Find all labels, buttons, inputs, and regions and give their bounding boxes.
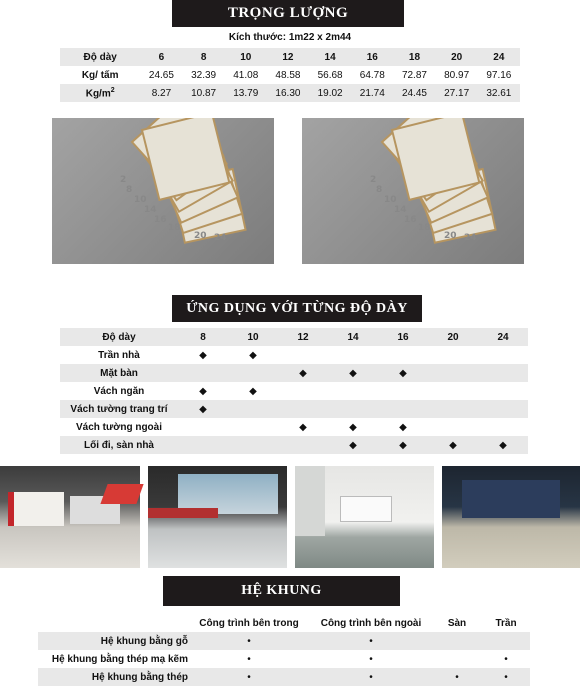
mark-cell: •	[188, 632, 310, 650]
table-row	[60, 418, 528, 436]
weight-title: TRỌNG LƯỢNG	[172, 0, 404, 27]
value-cell: 19.02	[309, 84, 351, 102]
value-cell: 10.87	[183, 84, 225, 102]
board-number: 14	[394, 205, 407, 215]
empty-cell	[328, 400, 378, 418]
weight-table	[60, 48, 520, 102]
empty-cell	[428, 418, 478, 436]
empty-cell	[432, 650, 482, 668]
empty-cell	[178, 418, 228, 436]
value-cell: 13.79	[225, 84, 267, 102]
board-number: 10	[134, 195, 147, 205]
thickness-cell: 18	[393, 48, 435, 66]
empty-cell	[478, 346, 528, 364]
value-cell: 64.78	[359, 69, 385, 81]
frame-column-header: Công trình bên ngoài	[320, 617, 422, 629]
thickness-cell: 10	[225, 48, 267, 66]
thickness-cell: 8	[178, 328, 228, 346]
empty-cell	[428, 382, 478, 400]
board-number: 18	[168, 223, 181, 233]
empty-cell	[178, 364, 228, 382]
value-cell: 48.58	[275, 69, 301, 81]
value-cell: 8.27	[140, 84, 182, 102]
mark-cell: ◆	[249, 385, 257, 397]
office-rail	[148, 508, 218, 518]
empty-cell	[228, 400, 278, 418]
board-number: 24	[464, 233, 477, 243]
mark-cell: ◆	[199, 349, 207, 361]
empty-cell	[428, 400, 478, 418]
thickness-cell: 14	[328, 328, 378, 346]
weight-header-label: Độ dày	[60, 48, 140, 66]
frame-title: HỆ KHUNG	[163, 576, 400, 606]
table-row	[60, 382, 528, 400]
mark-cell: ◆	[299, 421, 307, 433]
row-label: Vách tường trang trí	[60, 400, 178, 418]
table-row	[60, 400, 528, 418]
row-label: Kg/ tấm	[81, 69, 119, 81]
table-row	[60, 364, 528, 382]
auditorium-stage	[462, 480, 560, 518]
mark-cell: •	[247, 653, 251, 665]
mark-cell: ◆	[349, 421, 357, 433]
value-cell: 21.74	[351, 84, 393, 102]
frame-header-row	[38, 614, 530, 632]
interior-table	[340, 496, 392, 522]
value-cell: 41.08	[233, 69, 259, 81]
empty-cell	[228, 436, 278, 454]
thickness-cell: 16	[378, 328, 428, 346]
superscript: 2	[110, 86, 115, 94]
photo-auditorium	[442, 466, 580, 568]
empty-cell	[328, 346, 378, 364]
empty-cell	[478, 364, 528, 382]
value-cell: 80.97	[444, 69, 470, 81]
value-cell: 16.30	[267, 84, 309, 102]
size-subtitle: Kích thước: 1m22 x 2m44	[228, 32, 352, 43]
mark-cell: ◆	[328, 436, 378, 454]
mark-cell: ◆	[328, 364, 378, 382]
mark-cell: •	[482, 668, 530, 686]
value-cell: 24.65	[148, 69, 174, 81]
board-number: 8	[126, 185, 133, 195]
interior-wall	[295, 466, 325, 536]
thickness-cell: 14	[309, 48, 351, 66]
mark-cell: ◆	[278, 364, 328, 382]
row-label: Hệ khung bằng thép mạ kẽm	[51, 653, 188, 665]
value-cell: 32.39	[191, 69, 217, 81]
board-stack-illustration	[302, 118, 524, 264]
thickness-cell: 20	[436, 48, 478, 66]
mark-cell: ◆	[199, 385, 207, 397]
mark-cell: •	[432, 668, 482, 686]
mark-cell: ◆	[249, 349, 257, 361]
mark-cell: •	[310, 632, 432, 650]
thickness-cell: 20	[428, 328, 478, 346]
weight-header-row	[60, 48, 520, 66]
mark-cell: •	[188, 668, 310, 686]
mark-cell: ◆	[478, 436, 528, 454]
application-header-row	[60, 328, 528, 346]
showroom-wall	[8, 492, 64, 526]
row-label: Hệ khung bằng gỗ	[38, 632, 188, 650]
value-cell: 97.16	[486, 69, 512, 81]
empty-cell	[228, 418, 278, 436]
empty-cell	[378, 382, 428, 400]
thickness-cell: 16	[351, 48, 393, 66]
empty-cell	[478, 400, 528, 418]
frame-table	[38, 614, 530, 686]
mark-cell: •	[504, 653, 508, 665]
mark-cell: ◆	[399, 421, 407, 433]
empty-cell	[278, 400, 328, 418]
row-label: Mặt bàn	[60, 364, 178, 382]
photo-interior	[295, 466, 434, 568]
row-label: Hệ khung bằng thép	[38, 668, 188, 686]
empty-cell	[478, 382, 528, 400]
empty-cell	[482, 632, 530, 650]
thickness-cell: 10	[228, 328, 278, 346]
board-number: 10	[384, 195, 397, 205]
photo-office	[148, 466, 287, 568]
showroom-sign	[100, 484, 143, 504]
empty-cell	[228, 364, 278, 382]
empty-cell	[278, 346, 328, 364]
board-number: 2	[370, 175, 377, 185]
mark-cell: •	[310, 668, 432, 686]
row-label-text: Kg/m	[85, 88, 111, 100]
empty-cell	[328, 382, 378, 400]
row-label: Vách tường ngoài	[75, 421, 163, 433]
empty-cell	[278, 436, 328, 454]
empty-cell	[478, 418, 528, 436]
frame-header-empty	[38, 614, 188, 632]
board-number: 8	[376, 185, 383, 195]
table-row	[60, 346, 528, 364]
frame-rows	[38, 632, 530, 686]
row-label: Vách ngăn	[93, 385, 145, 397]
value-cell: 32.61	[478, 84, 520, 102]
empty-cell	[378, 346, 428, 364]
frame-column-header: Trần	[495, 617, 517, 629]
application-header-label: Độ dày	[60, 328, 178, 346]
board-stack-illustration	[52, 118, 274, 264]
thickness-cell: 24	[478, 48, 520, 66]
thickness-cell: 24	[478, 328, 528, 346]
value-cell: 27.17	[436, 84, 478, 102]
value-cell: 72.87	[401, 69, 427, 81]
thickness-cell: 8	[183, 48, 225, 66]
empty-cell	[428, 346, 478, 364]
mark-cell: ◆	[378, 436, 428, 454]
table-row	[60, 436, 528, 454]
mark-cell: ◆	[178, 400, 228, 418]
empty-cell	[178, 436, 228, 454]
table-row	[38, 632, 530, 650]
board-number: 2	[120, 175, 127, 185]
value-cell: 56.68	[317, 69, 343, 81]
board-number: 16	[404, 215, 417, 225]
photo-showroom	[0, 466, 140, 568]
empty-cell	[278, 382, 328, 400]
row-label: Trần nhà	[98, 349, 140, 361]
table-row	[38, 668, 530, 686]
empty-cell	[378, 400, 428, 418]
empty-cell	[428, 364, 478, 382]
weight-row-per-sheet	[60, 66, 520, 84]
board-number: 14	[144, 205, 157, 215]
weight-row-per-m2	[60, 84, 520, 102]
mark-cell: •	[369, 653, 373, 665]
frame-column-header: Công trình bên trong	[199, 617, 299, 629]
board-number: 16	[154, 215, 167, 225]
row-label	[60, 84, 140, 102]
value-cell: 24.45	[393, 84, 435, 102]
mark-cell: ◆	[428, 436, 478, 454]
board-number: 20	[444, 231, 457, 241]
row-label: Lối đi, sàn nhà	[60, 436, 178, 454]
thickness-cell: 6	[140, 48, 182, 66]
frame-column-header: Sàn	[447, 617, 467, 629]
application-table	[60, 328, 528, 454]
table-row	[38, 650, 530, 668]
thickness-cell: 12	[267, 48, 309, 66]
thickness-cell: 12	[278, 328, 328, 346]
board-number: 24	[214, 233, 227, 243]
application-rows	[60, 346, 528, 454]
board-stack-photo-left	[52, 118, 274, 264]
board-number: 18	[418, 223, 431, 233]
board-number: 20	[194, 231, 207, 241]
application-title: ỨNG DỤNG VỚI TỪNG ĐỘ DÀY	[172, 295, 422, 322]
board-stack-photo-right	[302, 118, 524, 264]
mark-cell: ◆	[378, 364, 428, 382]
empty-cell	[432, 632, 482, 650]
